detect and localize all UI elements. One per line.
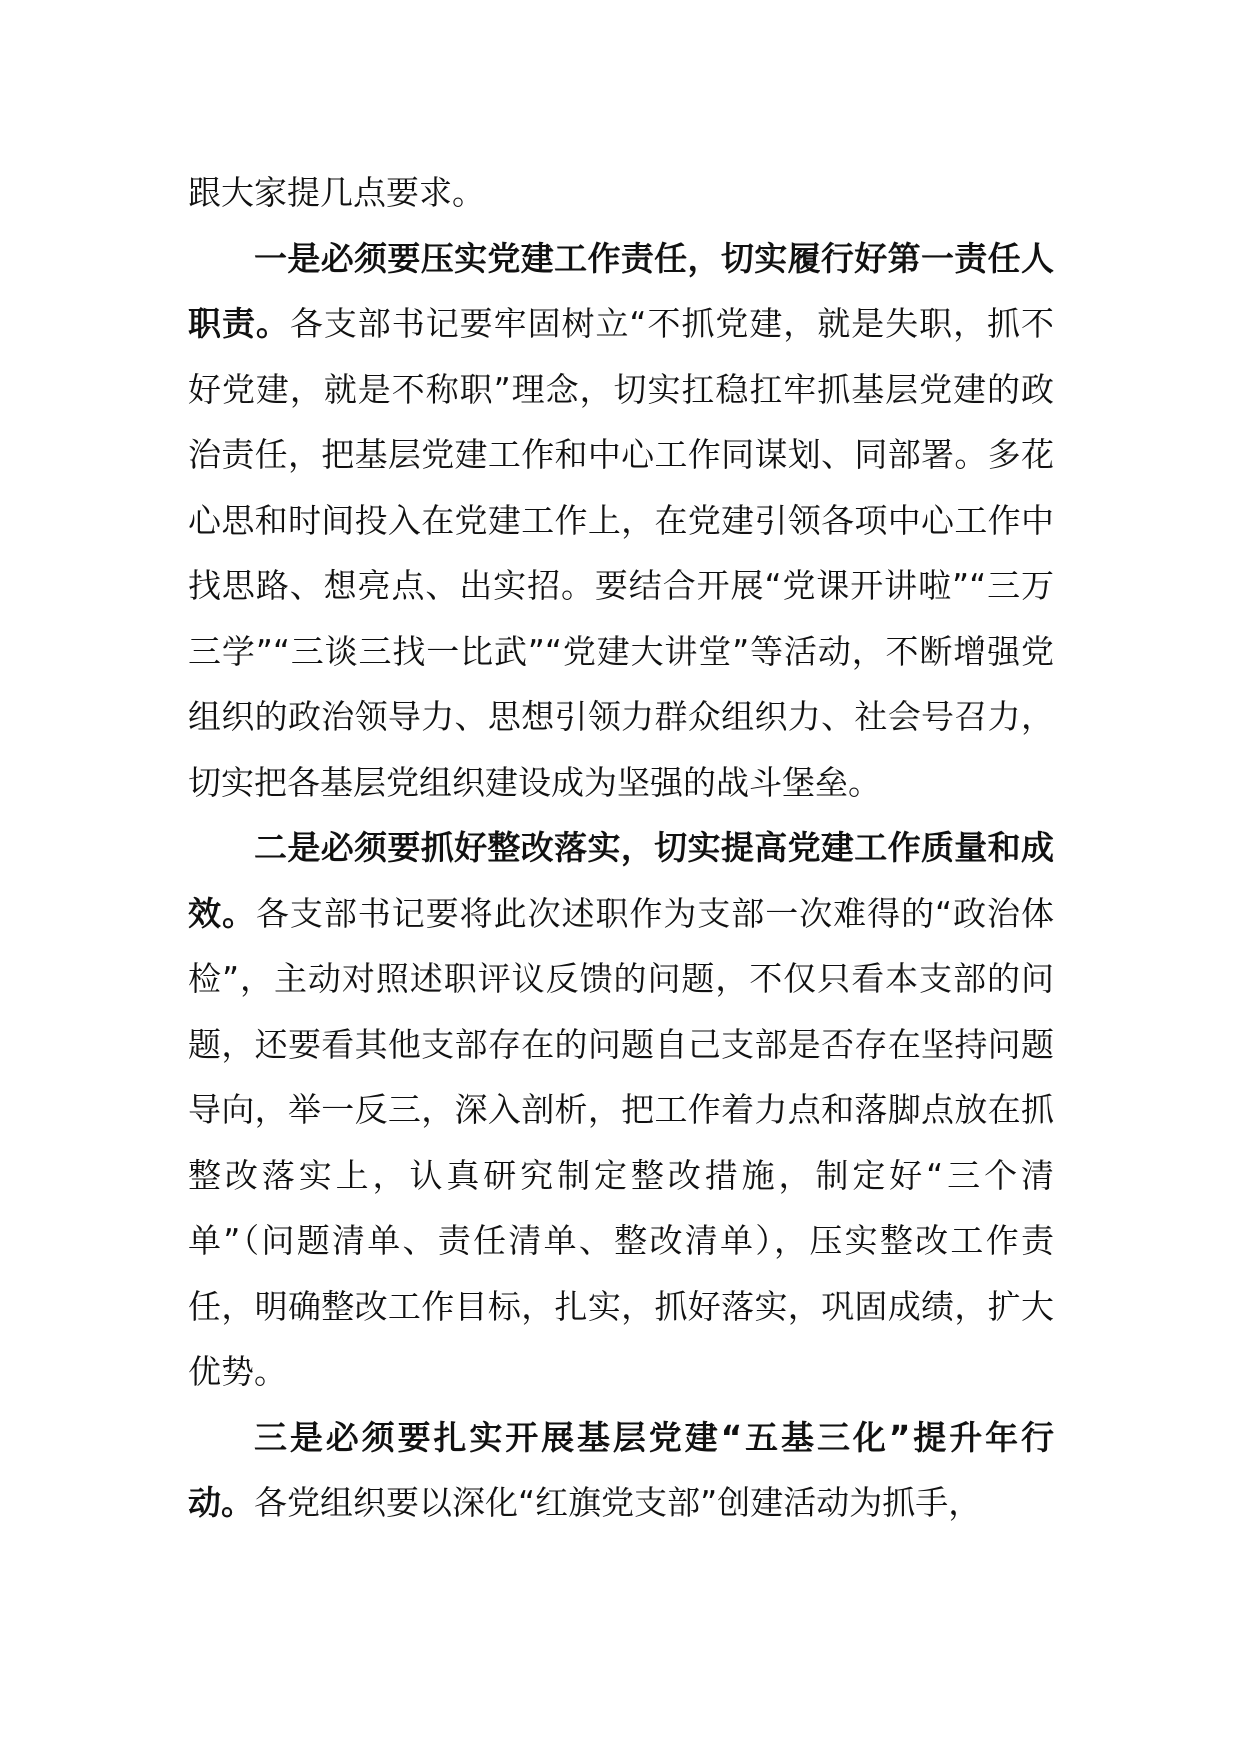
paragraph-text: 各支部书记要将此次述职作为支部一次难得的“政治体检”，主动对照述职评议反馈的问题，不仅只看本支部的问题，还要看其他支部存在的问题自己支部是否存在坚持问题导向，举一反三，深入剖析，把工作着力点和落脚点放在抓整改落实上，认真研究制定整改措施，制定好“三个清单”（问题清单、责任清单、整改清单），压实整改工作责任，明确整改工作目标，扎实，抓好落实，巩固成绩，扩大优势。	[188, 893, 1054, 1391]
paragraph-requirement-1	[188, 226, 1054, 816]
paragraph-requirement-3	[188, 1405, 1054, 1536]
document-body	[188, 160, 1054, 1536]
paragraph-heading: 二是必须要抓好整改落实，切实提高党建工作质量和成效。	[188, 828, 1054, 933]
paragraph-requirement-2	[188, 815, 1054, 1405]
paragraph-heading: 一是必须要压实党建工作责任，切实履行好第一责任人职责。	[188, 238, 1054, 343]
paragraph-text: 各支部书记要牢固树立“不抓党建，就是失职，抓不好党建，就是不称职”理念，切实扛稳扛牢抓基层党建的政治责任，把基层党建工作和中心工作同谋划、同部署。多花心思和时间投入在党建工作上，在党建引领各项中心工作中找思路、想亮点、出实招。要结合开展“党课开讲啦”“三万三学”“三谈三找一比武”“党建大讲堂”等活动，不断增强党组织的政治领导力、思想引领力群众组织力、社会号召力，切实把各基层党组织建设成为坚强的战斗堡垒。	[188, 304, 1054, 802]
paragraph-text: 各党组织要以深化“红旗党支部”创建活动为抓手，	[254, 1483, 982, 1522]
paragraph-continuation	[188, 160, 1054, 226]
paragraph-text: 跟大家提几点要求。	[188, 173, 485, 212]
paragraph-heading: 三是必须要扎实开展基层党建“五基三化”提升年行动。	[188, 1417, 1054, 1522]
